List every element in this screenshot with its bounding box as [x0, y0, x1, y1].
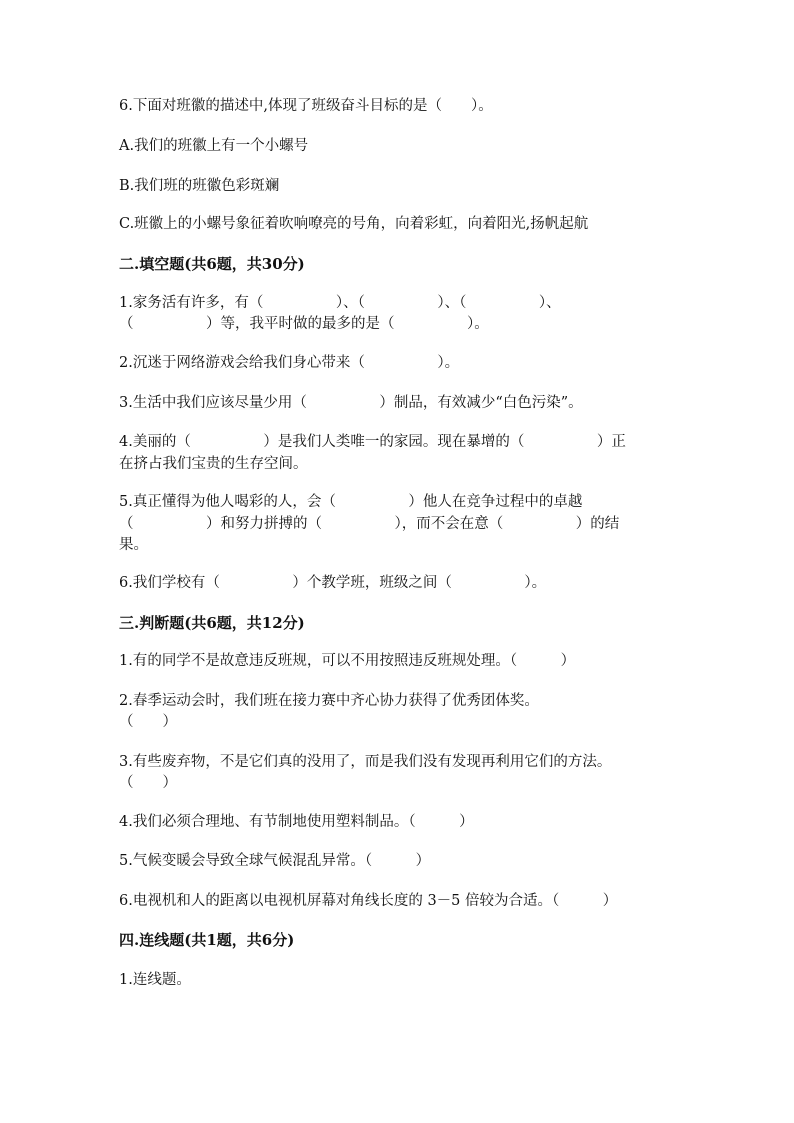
fill-q1-line2: （ ）等，我平时做的最多的是（ ）。	[119, 316, 489, 332]
fill-q5-line2: （ ）和努力拼搏的（ ），而不会在意（ ）的结	[119, 516, 620, 532]
tf-q5: 5.气候变暖会导致全球气候混乱异常。（ ）	[119, 853, 431, 869]
tf-q4: 4.我们必须合理地、有节制地使用塑料制品。（ ）	[119, 814, 474, 830]
section-heading-fill-blank: 二.填空题(共6题，共30分)	[119, 255, 305, 273]
tf-q2-line2: （ ）	[119, 714, 177, 730]
fill-q5-line1: 5.真正懂得为他人喝彩的人，会（ ）他人在竞争过程中的卓越	[119, 494, 583, 510]
fill-q4-line1: 4.美丽的（ ）是我们人类唯一的家园。现在暴增的（ ）正	[119, 434, 626, 450]
mc-option-a: A.我们的班徽上有一个小螺号	[119, 138, 309, 154]
fill-q1-line1: 1.家务活有许多，有（ ）、（ ）、（ ）、	[119, 295, 561, 311]
tf-q6: 6.电视机和人的距离以电视机屏幕对角线长度的 3－5 倍较为合适。（ ）	[119, 893, 618, 909]
tf-q1: 1.有的同学不是故意违反班规，可以不用按照违反班规处理。（ ）	[119, 653, 576, 669]
section-heading-matching: 四.连线题(共1题，共6分)	[119, 931, 295, 949]
mc-option-c: C.班徽上的小螺号象征着吹响嘹亮的号角，向着彩虹，向着阳光,扬帆起航	[119, 216, 589, 232]
fill-q6: 6.我们学校有（ ）个教学班，班级之间（ ）。	[119, 575, 547, 591]
mc-question-6: 6.下面对班徽的描述中,体现了班级奋斗目标的是（ ）。	[119, 98, 493, 114]
fill-q2: 2.沉迷于网络游戏会给我们身心带来（ ）。	[119, 355, 460, 371]
matching-q1: 1.连线题。	[119, 972, 191, 988]
fill-q5-line3: 果。	[119, 537, 148, 553]
section-heading-true-false: 三.判断题(共6题，共12分)	[119, 614, 305, 632]
tf-q2-line1: 2.春季运动会时，我们班在接力赛中齐心协力获得了优秀团体奖。	[119, 693, 539, 709]
fill-q3: 3.生活中我们应该尽量少用（ ）制品，有效减少“白色污染”。	[119, 395, 583, 411]
tf-q3-line2: （ ）	[119, 775, 177, 791]
mc-option-b: B.我们班的班徽色彩斑斓	[119, 178, 280, 194]
tf-q3-line1: 3.有些废弃物，不是它们真的没用了，而是我们没有发现再利用它们的方法。	[119, 754, 612, 770]
fill-q4-line2: 在挤占我们宝贵的生存空间。	[119, 456, 308, 472]
